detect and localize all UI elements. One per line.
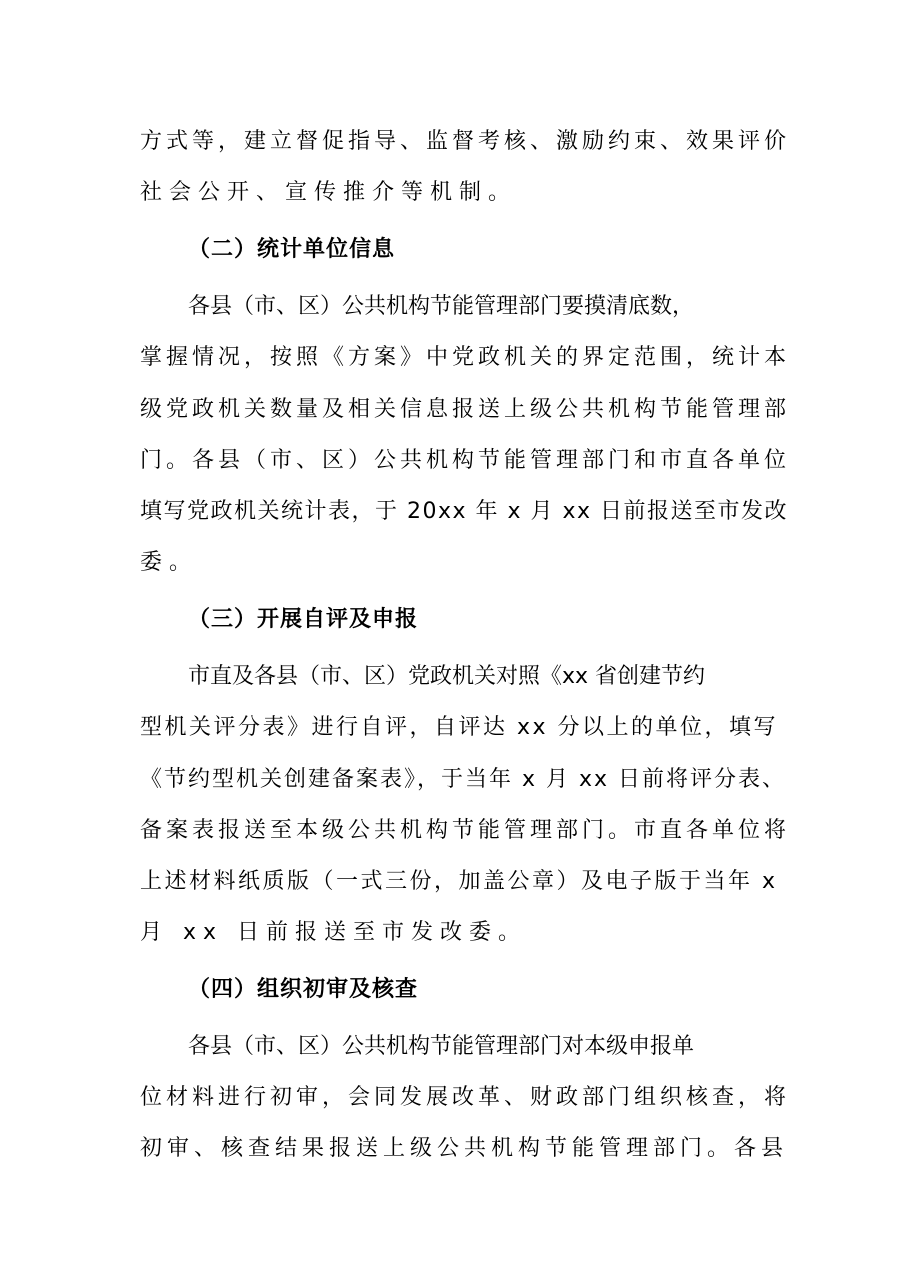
paragraph-line: 门。各县（市、区）公共机构节能管理部门和市直各单位 xyxy=(140,448,791,473)
section-heading: （三）开展自评及申报 xyxy=(188,607,419,632)
paragraph-line: 上述材料纸质版（一式三份，加盖公章）及电子版于当年 x xyxy=(140,869,778,894)
paragraph-line: 掌握情况，按照《方案》中党政机关的界定范围，统计本 xyxy=(140,345,791,370)
paragraph-line: 型机关评分表》进行自评，自评达 xx 分以上的单位，填写 xyxy=(140,715,779,740)
paragraph-line: 各县（市、区）公共机构节能管理部门要摸清底数， xyxy=(188,294,695,319)
section-heading: （四）组织初审及核查 xyxy=(188,977,419,1002)
paragraph-line: 社会公开、宣传推介等机制。 xyxy=(140,180,518,205)
paragraph-line: 方式等，建立督促指导、监督考核、激励约束、效果评价 xyxy=(140,129,791,154)
paragraph-line: 市直及各县（市、区）党政机关对照《xx 省创建节约 xyxy=(188,664,706,689)
paragraph-line: 填写党政机关统计表，于 20xx 年 x 月 xx 日前报送至市发改 xyxy=(140,499,789,524)
paragraph-line: 位材料进行初审，会同发展改革、财政部门组织核查，将 xyxy=(140,1085,791,1110)
paragraph-line: 初审、核查结果报送上级公共机构节能管理部门。各县 xyxy=(140,1136,789,1161)
section-heading: （二）统计单位信息 xyxy=(188,237,396,262)
paragraph-line: 备案表报送至本级公共机构节能管理部门。市直各单位将 xyxy=(140,818,791,843)
paragraph-line: 委。 xyxy=(140,550,199,575)
paragraph-line: 级党政机关数量及相关信息报送上级公共机构节能管理部 xyxy=(140,397,791,422)
paragraph-line: 月 xx 日前报送至市发改委。 xyxy=(140,920,528,945)
paragraph-line: 各县（市、区）公共机构节能管理部门对本级申报单 xyxy=(188,1034,695,1059)
paragraph-line: 《节约型机关创建备案表》，于当年 x 月 xx 日前将评分表、 xyxy=(140,767,787,792)
